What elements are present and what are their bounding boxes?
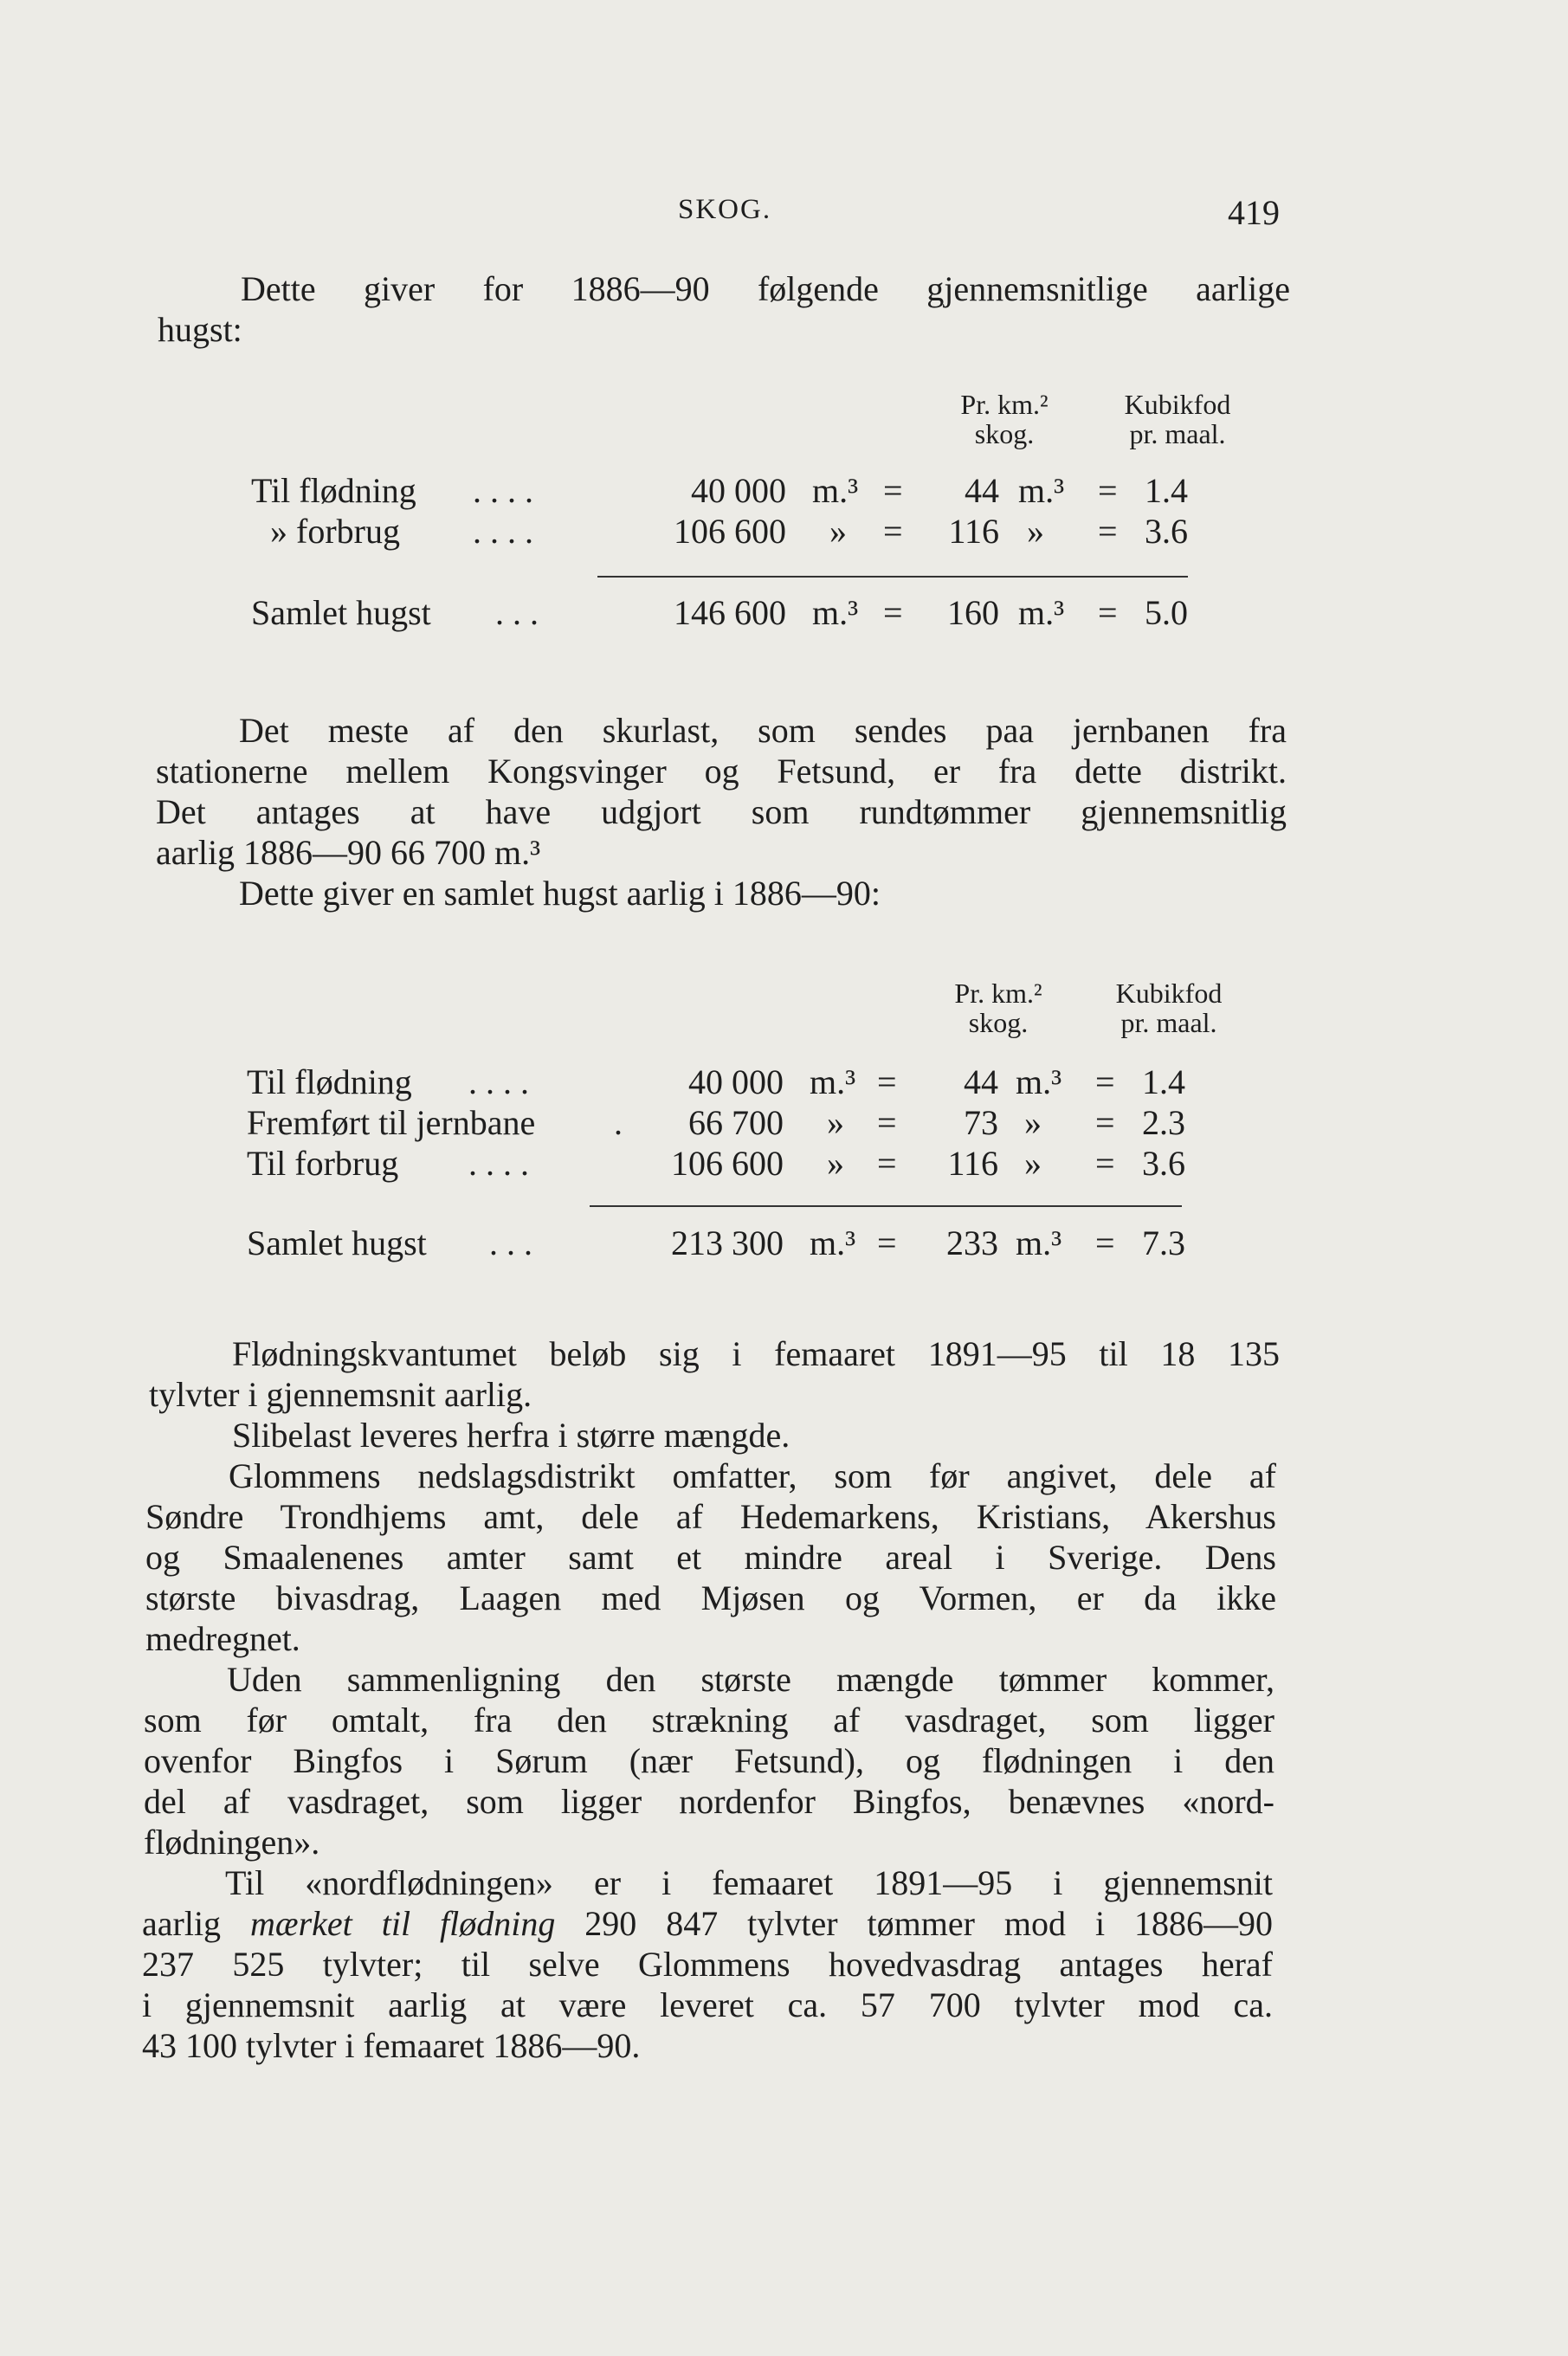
per-km: 116: [947, 1144, 998, 1183]
equals: =: [877, 1103, 897, 1142]
table-row: [247, 1102, 1208, 1143]
equals: =: [1095, 1223, 1115, 1262]
text-line: aarlig 1886—90 66 700 m.³: [156, 833, 541, 872]
volume: 66 700: [688, 1103, 784, 1142]
header-skog: skog.: [974, 418, 1035, 449]
unit: m.³: [810, 1223, 856, 1262]
text-line: stationerne mellem Kongsvinger og Fetsund, er fra dette distrikt.: [156, 752, 1287, 791]
text-line: Slibelast leveres herfra i større mængde.: [232, 1416, 790, 1455]
table-row: [247, 1062, 1208, 1102]
text-line: Dette giver for 1886—90 følgende gjennemsnitlige aarlige: [241, 269, 1290, 308]
unit: m.³: [810, 1062, 856, 1101]
nordflodning-paragraph: [144, 1659, 1274, 1862]
column-header-per-maal: [1074, 390, 1281, 449]
text-span: 290 847 tylvter tømmer mod i 1886—90: [584, 1904, 1274, 1943]
table-total-row: [247, 1223, 1208, 1263]
volume: 40 000: [688, 1062, 784, 1101]
volume: 106 600: [674, 512, 786, 551]
leader-dots: . . . .: [473, 512, 533, 551]
page-number: 419: [1228, 193, 1280, 232]
equals: =: [1098, 512, 1118, 551]
flodningskvantum-paragraph: [149, 1333, 1280, 1415]
per-maal: 7.3: [1142, 1223, 1185, 1262]
volume: 40 000: [691, 471, 786, 510]
equals: =: [883, 471, 903, 510]
sum-rule: [597, 576, 1188, 578]
unit: m.³: [812, 471, 859, 510]
unit: »: [1024, 1103, 1042, 1142]
unit: »: [1027, 512, 1044, 551]
text-line: Uden sammenligning den største mængde tømmer kommer,: [227, 1660, 1274, 1699]
text-line: Dette giver en samlet hugst aarlig i 1886—90:: [239, 874, 881, 913]
volume: 106 600: [671, 1144, 784, 1183]
per-km: 44: [964, 1062, 998, 1101]
leader-dots: . . . .: [468, 1144, 529, 1183]
header-pr-km: Pr. km.²: [954, 978, 1042, 1009]
hugst-table-1886-90: [251, 389, 1231, 649]
per-km: 233: [946, 1223, 998, 1262]
text-line: Til «nordflødningen» er i femaaret 1891—95 i gjennemsnit: [225, 1863, 1273, 1902]
unit: m.³: [1016, 1223, 1062, 1262]
equals: =: [1098, 593, 1118, 632]
text-line: Det antages at have udgjort som rundtømmer gjennemsnitlig: [156, 792, 1287, 831]
maerket-paragraph: [142, 1862, 1273, 2066]
column-header-per-maal: [1065, 978, 1273, 1037]
row-label: Til flødning: [251, 471, 416, 510]
unit: m.³: [1016, 1062, 1062, 1101]
leader-dots: . . . .: [473, 471, 533, 510]
unit: »: [827, 1103, 844, 1142]
per-maal: 5.0: [1145, 593, 1188, 632]
sum-rule: [590, 1205, 1182, 1207]
leader-dots: .: [614, 1103, 623, 1142]
slibelast-paragraph: [149, 1415, 1280, 1456]
unit: »: [829, 512, 847, 551]
text-line: 43 100 tylvter i femaaret 1886—90.: [142, 2026, 641, 2065]
volume: 146 600: [674, 593, 786, 632]
text-line: ovenfor Bingfos i Sørum (nær Fetsund), og flødningen i den: [144, 1741, 1274, 1780]
header-pr-maal: pr. maal.: [1120, 1007, 1217, 1038]
unit: m.³: [812, 593, 859, 632]
leader-dots: . . .: [489, 1223, 532, 1262]
row-label: Til forbrug: [247, 1144, 399, 1183]
table-row: [247, 1143, 1208, 1184]
nedslagsdistrikt-paragraph: [145, 1456, 1276, 1659]
text-line: Det meste af den skurlast, som sendes paa jernbanen fra: [239, 711, 1287, 750]
equals: =: [883, 512, 903, 551]
text-line: i gjennemsnit aarlig at være leveret ca. 57 700 tylvter mod ca.: [142, 1985, 1273, 2024]
text-line: største bivasdrag, Laagen med Mjøsen og Vormen, er da ikke: [145, 1578, 1276, 1617]
per-maal: 3.6: [1145, 512, 1188, 551]
per-maal: 1.4: [1145, 471, 1188, 510]
row-label: Samlet hugst: [247, 1223, 427, 1262]
leader-dots: . . . .: [468, 1062, 529, 1101]
per-maal: 1.4: [1142, 1062, 1185, 1101]
text-line: 237 525 tylvter; til selve Glommens hovedvasdrag antages heraf: [142, 1945, 1273, 1984]
header-kubikfod: Kubikfod: [1115, 978, 1223, 1009]
unit: m.³: [1018, 471, 1065, 510]
leader-dots: . . .: [495, 593, 539, 632]
text-line: medregnet.: [145, 1619, 300, 1658]
per-maal: 3.6: [1142, 1144, 1185, 1183]
unit: m.³: [1018, 593, 1065, 632]
emphasis-text: mærket til flødning: [250, 1904, 556, 1943]
equals: =: [1095, 1062, 1115, 1101]
row-label: Til flødning: [247, 1062, 412, 1101]
text-line: Flødningskvantumet beløb sig i femaaret 1891—95 til 18 135: [232, 1334, 1280, 1373]
text-line: del af vasdraget, som ligger nordenfor Bingfos, benævnes «nord-: [144, 1782, 1274, 1821]
table-row: [251, 511, 1203, 552]
per-km: 160: [947, 593, 999, 632]
header-kubikfod: Kubikfod: [1124, 389, 1231, 420]
row-label: » forbrug: [270, 512, 400, 551]
intro-paragraph: [158, 268, 1290, 350]
unit: »: [1024, 1144, 1042, 1183]
per-km: 44: [965, 471, 999, 510]
text-line: og Smaalenenes amter samt et mindre areal i Sverige. Dens: [145, 1538, 1276, 1577]
equals: =: [883, 593, 903, 632]
equals: =: [1095, 1144, 1115, 1183]
running-head: SKOG.: [678, 194, 772, 225]
samlet-intro-paragraph: [156, 873, 1287, 913]
text-line: flødningen».: [144, 1823, 320, 1862]
volume: 213 300: [671, 1223, 784, 1262]
row-label: Fremført til jernbane: [247, 1103, 536, 1142]
text-line: hugst:: [158, 310, 242, 349]
text-line: Søndre Trondhjems amt, dele af Hedemarkens, Kristians, Akershus: [145, 1497, 1276, 1536]
table-row: [251, 470, 1203, 511]
text-line: som før omtalt, fra den strækning af vasdraget, som ligger: [144, 1701, 1274, 1740]
header-pr-maal: pr. maal.: [1129, 418, 1226, 449]
text-span: aarlig: [142, 1904, 222, 1943]
equals: =: [1095, 1103, 1115, 1142]
skurlast-paragraph: [156, 710, 1287, 873]
per-km: 116: [948, 512, 999, 551]
header-pr-km: Pr. km.²: [960, 389, 1049, 420]
per-maal: 2.3: [1142, 1103, 1185, 1142]
text-line: [142, 1903, 1273, 1944]
table-total-row: [251, 592, 1203, 633]
hugst-table-samlet: [247, 978, 1223, 1281]
header-skog: skog.: [968, 1007, 1029, 1038]
equals: =: [877, 1223, 897, 1262]
row-label: Samlet hugst: [251, 593, 431, 632]
text-line: tylvter i gjennemsnit aarlig.: [149, 1375, 532, 1414]
equals: =: [877, 1144, 897, 1183]
equals: =: [1098, 471, 1118, 510]
per-km: 73: [964, 1103, 998, 1142]
text-line: Glommens nedslagsdistrikt omfatter, som før angivet, dele af: [229, 1456, 1276, 1495]
equals: =: [877, 1062, 897, 1101]
unit: »: [827, 1144, 844, 1183]
